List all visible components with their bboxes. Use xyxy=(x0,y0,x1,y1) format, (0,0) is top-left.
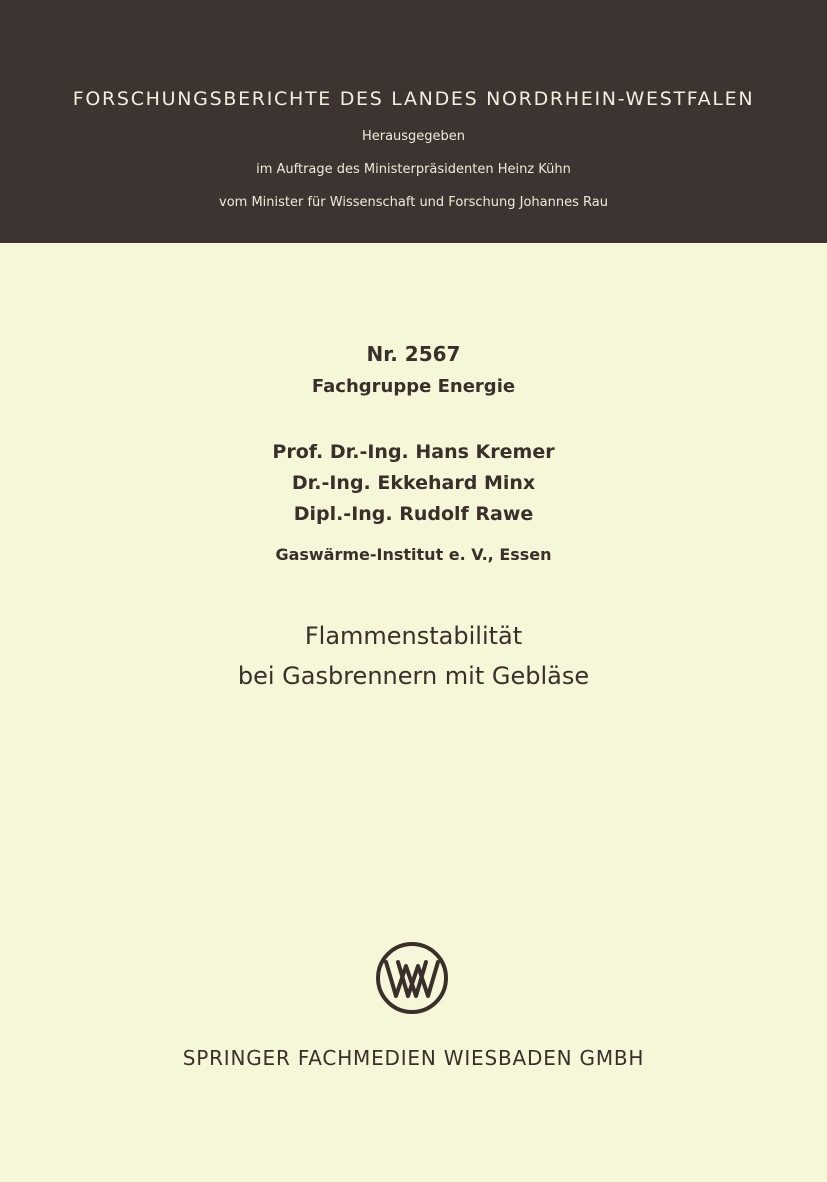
header-line-commission: im Auftrage des Ministerpräsidenten Heinz Kühn xyxy=(256,162,571,177)
header-line-minister: vom Minister für Wissenschaft und Forschung Johannes Rau xyxy=(219,195,608,210)
institute: Gaswärme-Institut e. V., Essen xyxy=(275,545,552,564)
title-line-2: bei Gasbrennern mit Gebläse xyxy=(237,662,590,690)
report-number: Nr. 2567 xyxy=(366,342,461,366)
author-name: Dr.-Ing. Ekkehard Minx xyxy=(291,472,536,494)
publisher-name: SPRINGER FACHMEDIEN WIESBADEN GMBH xyxy=(182,1046,645,1070)
author-name: Prof. Dr.-Ing. Hans Kremer xyxy=(272,441,555,463)
author-name: Dipl.-Ing. Rudolf Rawe xyxy=(293,503,534,525)
report-group: Fachgruppe Energie xyxy=(311,376,516,397)
springer-ww-logo xyxy=(374,940,450,1016)
title-line-1: Flammenstabilität xyxy=(304,622,523,650)
header-line-published: Herausgegeben xyxy=(361,129,466,144)
series-title: FORSCHUNGSBERICHTE DES LANDES NORDRHEIN-WESTFALEN xyxy=(72,88,755,110)
header-band xyxy=(0,0,827,243)
